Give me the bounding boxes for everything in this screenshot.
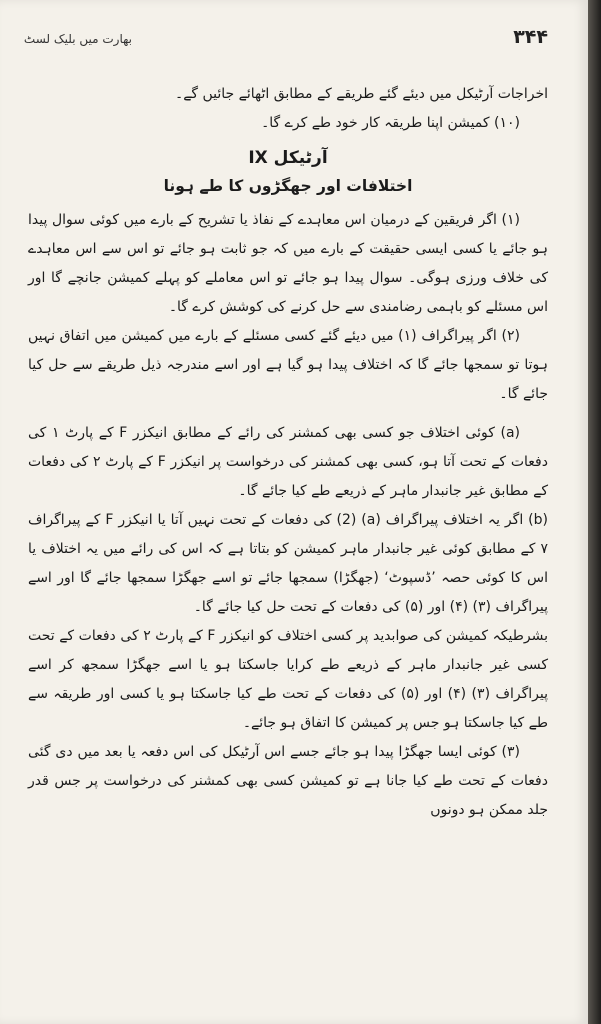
clause-b: (b) اگر یہ اختلاف پیراگراف (a) (2) کی دفعات کے تحت نہیں آتا یا انیکزر F کے پیراگراف ۷ کے مطابق کوئی غیر جانبدار ماہر کمیشن کو بتاتا ہے کہ اس کی رائے میں یہ اختلاف یا اس کا کوئی حصہ ’ڈسپوٹ‘ (جھگڑا) سمجھا جائے تو اسے جھگڑا سمجھا جائے گا اور اسے پیراگراف (۳) (۴) اور (۵) کی دفعات کے تحت حل کیا جائے گا۔ — [28, 512, 548, 615]
page-body — [28, 80, 548, 825]
page-number: ۳۴۴ — [513, 26, 548, 48]
paragraph-3: (۳) کوئی ایسا جھگڑا پیدا ہو جائے جسے اس آرٹیکل کی اس دفعہ یا بعد میں دی گئی دفعات کے تحت طے کیا جانا ہے تو کمیشن کسی بھی کمشنر کی درخواست پر جس قدر جلد ممکن ہو دونوں — [28, 744, 548, 818]
intro-line: (۱۰) کمیشن اپنا طریقہ کار خود طے کرے گا۔ — [261, 115, 520, 131]
article-heading: آرٹیکل IX — [248, 148, 328, 168]
paragraph-1: (۱) اگر فریقین کے درمیان اس معاہدے کے نفاذ یا تشریح کے بارے میں کوئی سوال پیدا ہو جائے یا کسی ایسی حقیقت کے بارے میں کہ جو ثابت ہو جائے تو اس سے اس معاہدے کی خلاف ورزی ہوگی۔ سوال پیدا ہو جائے تو اس معاملے کو پہلے کمیشن جانچے گا اور اس مسئلے کو باہمی رضامندی سے حل کرنے کی کوشش کرے گا۔ — [28, 212, 548, 315]
intro-line: اخراجات آرٹیکل میں دیئے گئے طریقے کے مطابق اٹھائے جائیں گے۔ — [174, 86, 548, 102]
article-subheading: اختلافات اور جھگڑوں کا طے ہونا — [163, 177, 413, 195]
page-edge-shadow — [588, 0, 601, 1024]
running-title: بھارت میں بلیک لسٹ — [23, 32, 132, 46]
paragraph-2: (۲) اگر پیراگراف (۱) میں دیئے گئے کسی مسئلے کے بارے میں کمیشن میں اتفاق نہیں ہوتا تو سمجھا جائے گا کہ اختلاف پیدا ہو گیا ہے اور اسے مندرجہ ذیل طریقے سے حل کیا جائے گا۔ — [28, 328, 548, 402]
clause-a: (a) کوئی اختلاف جو کسی بھی کمشنر کی رائے کے مطابق انیکزر F کے پارٹ ۱ کی دفعات کے تحت آتا ہو، کسی بھی کمشنر کی درخواست پر انیکزر F کے پارٹ ۲ کی دفعات کے مطابق غیر جانبدار ماہر کے ذریعے طے کیا جائے گا۔ — [28, 425, 548, 499]
proviso: بشرطیکہ کمیشن کی صوابدید پر کسی اختلاف کو انیکزر F کے پارٹ ۲ کی دفعات کے تحت کسی غیر جانبدار ماہر کے ذریعے طے کرایا جاسکتا ہو یا اسے جھگڑا سمجھ کر اسے پیراگراف (۳) (۴) اور (۵) کی دفعات کے تحت طے کیا جاسکتا ہو یا کسی اور طریقہ سے طے کیا جاسکتا ہو جس پر کمیشن کا اتفاق ہو جائے۔ — [28, 628, 548, 731]
